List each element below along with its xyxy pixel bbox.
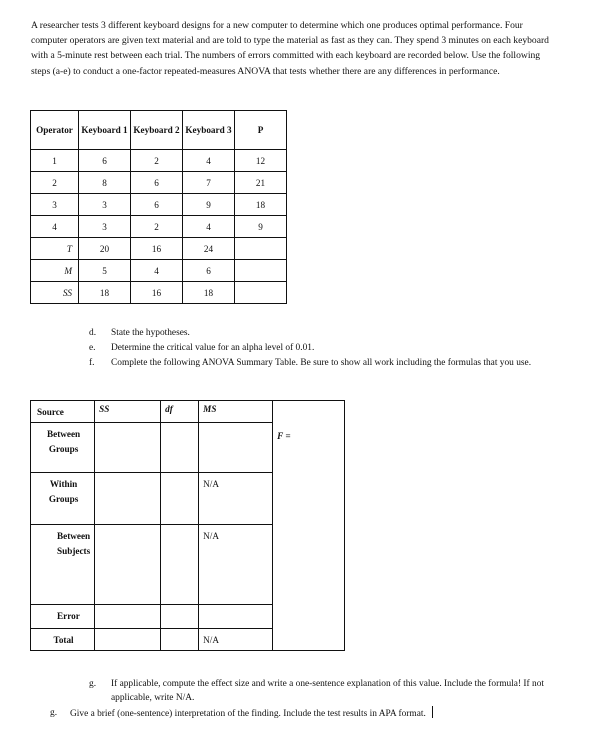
step-marker: d. <box>89 328 97 338</box>
anova-summary-table <box>30 400 345 651</box>
summary-row-mean <box>31 260 287 282</box>
header-keyboard-2: Keyboard 2 <box>131 111 183 150</box>
anova-header-ms: MS <box>199 401 273 423</box>
table-cell <box>235 238 287 260</box>
problem-intro: A researcher tests 3 different keyboard designs for a new computer to determine which one produces optimal performance. Four computer operators are given text material and are told to type the material as fast as they can. They spend 3 minutes on each keyboard with a 5-minute rest between each trial. The numbers of errors committed with each keyboard are recorded below. Use the following steps (a-e) to conduct a one-factor repeated-measures ANOVA that tests whether there are any differences in performance. <box>31 20 549 77</box>
table-cell: 20 <box>79 238 131 260</box>
table-row <box>31 172 287 194</box>
anova-header-row <box>31 401 345 423</box>
total-ss-cell[interactable] <box>95 629 161 651</box>
table-cell: 3 <box>79 216 131 238</box>
source-between-subjects: Between Subjects <box>31 525 95 605</box>
anova-header-source: Source <box>31 401 95 423</box>
header-p: P <box>235 111 287 150</box>
between-subjects-ss-cell[interactable] <box>95 525 161 605</box>
step-marker: g. <box>50 708 58 718</box>
source-error: Error <box>31 605 95 629</box>
table-row <box>31 150 287 172</box>
table-cell: 18 <box>183 282 235 304</box>
step-marker: e. <box>89 343 96 353</box>
table-cell <box>235 282 287 304</box>
between-subjects-ms-na: N/A <box>199 525 273 605</box>
step-text: If applicable, compute the effect size and write a one-sentence explanation of this value. Include the formula! If not applicable, write N/A. <box>111 679 544 703</box>
table-cell: 16 <box>131 282 183 304</box>
source-total: Total <box>31 629 95 651</box>
summary-label: T <box>31 238 79 260</box>
table-cell: 18 <box>235 194 287 216</box>
source-between-groups: Between Groups <box>31 423 95 473</box>
table-cell: 2 <box>131 216 183 238</box>
summary-label: SS <box>31 282 79 304</box>
table-cell: 21 <box>235 172 287 194</box>
table-cell: 6 <box>79 150 131 172</box>
table-cell: 4 <box>183 150 235 172</box>
header-operator: Operator <box>31 111 79 150</box>
step-marker: f. <box>89 358 95 368</box>
summary-row-total <box>31 238 287 260</box>
total-df-cell[interactable] <box>161 629 199 651</box>
error-df-cell[interactable] <box>161 605 199 629</box>
f-ratio-cell[interactable]: F = <box>273 401 345 651</box>
table-cell: 9 <box>235 216 287 238</box>
table-cell: 6 <box>183 260 235 282</box>
table-cell: 9 <box>183 194 235 216</box>
step-text[interactable] <box>70 706 433 721</box>
anova-header-ss: SS <box>95 401 161 423</box>
source-within-groups: Within Groups <box>31 473 95 525</box>
table-cell <box>235 260 287 282</box>
table-cell: 2 <box>131 150 183 172</box>
table-row <box>31 194 287 216</box>
list-item <box>89 356 554 370</box>
steps-list-d-f <box>89 326 554 371</box>
summary-label: M <box>31 260 79 282</box>
table-row <box>31 216 287 238</box>
table-cell: 4 <box>183 216 235 238</box>
header-keyboard-1: Keyboard 1 <box>79 111 131 150</box>
table-cell: 1 <box>31 150 79 172</box>
table-cell: 6 <box>131 172 183 194</box>
step-g-effect-size <box>89 677 554 705</box>
within-groups-df-cell[interactable] <box>161 473 199 525</box>
step-text: Determine the critical value for an alpha level of 0.01. <box>111 343 315 353</box>
step-marker: g. <box>89 679 97 689</box>
table-cell: 3 <box>79 194 131 216</box>
table-cell: 8 <box>79 172 131 194</box>
text-cursor <box>432 706 433 718</box>
table-cell: 6 <box>131 194 183 216</box>
error-ms-cell[interactable] <box>199 605 273 629</box>
table-cell: 4 <box>31 216 79 238</box>
step-g-interpretation <box>50 706 560 721</box>
between-groups-df-cell[interactable] <box>161 423 199 473</box>
interpretation-text: Give a brief (one-sentence) interpretation of the finding. Include the test results in APA format. <box>70 709 426 719</box>
between-subjects-df-cell[interactable] <box>161 525 199 605</box>
keyboard-data-table <box>30 110 287 304</box>
within-groups-ss-cell[interactable] <box>95 473 161 525</box>
table-cell: 16 <box>131 238 183 260</box>
list-item <box>89 341 554 355</box>
total-ms-na: N/A <box>199 629 273 651</box>
table-cell: 2 <box>31 172 79 194</box>
data-table-header-row <box>31 111 287 150</box>
table-cell: 7 <box>183 172 235 194</box>
step-text: State the hypotheses. <box>111 328 190 338</box>
between-groups-ms-cell[interactable] <box>199 423 273 473</box>
table-cell: 5 <box>79 260 131 282</box>
header-keyboard-3: Keyboard 3 <box>183 111 235 150</box>
within-groups-ms-na: N/A <box>199 473 273 525</box>
anova-header-df: df <box>161 401 199 423</box>
table-cell: 24 <box>183 238 235 260</box>
step-text: Complete the following ANOVA Summary Table. Be sure to show all work including the formulas that you use. <box>111 358 532 368</box>
table-cell: 12 <box>235 150 287 172</box>
table-cell: 4 <box>131 260 183 282</box>
summary-row-ss <box>31 282 287 304</box>
table-cell: 18 <box>79 282 131 304</box>
table-cell: 3 <box>31 194 79 216</box>
error-ss-cell[interactable] <box>95 605 161 629</box>
between-groups-ss-cell[interactable] <box>95 423 161 473</box>
list-item <box>89 326 554 340</box>
